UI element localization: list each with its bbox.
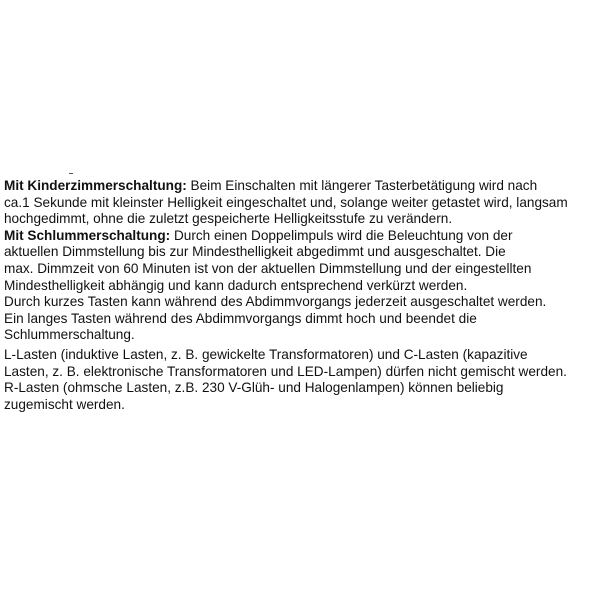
kinderzimmer-line-1 [4, 178, 591, 195]
instruction-text-block [4, 178, 591, 413]
schlummer-line-5: Durch kurzes Tasten kann während des Abdimmvorgangs jederzeit ausgeschaltet werden. [4, 294, 547, 310]
kinderzimmer-line-1-text: Beim Einschalten mit längerer Tasterbetätigung wird nach [186, 178, 538, 193]
schlummer-line-7: Schlummerschaltung. [4, 327, 135, 343]
lasten-line-3: R-Lasten (ohmsche Lasten, z.B. 230 V-Glüh- und Halogenlampen) können beliebig [4, 380, 504, 396]
lasten-line-1: L-Lasten (induktive Lasten, z. B. gewickelte Transformatoren) und C-Lasten (kapazitive [4, 346, 528, 362]
schlummer-line-3: max. Dimmzeit von 60 Minuten ist von der aktuellen Dimmstellung und der eingestellten [4, 260, 532, 276]
schlummer-line-1 [4, 228, 591, 245]
divider-mark [69, 173, 73, 174]
kinderzimmer-heading: Mit Kinderzimmerschaltung: [4, 178, 187, 193]
kinderzimmer-line-3: hochgedimmt, ohne die zuletzt gespeicherte Helligkeitsstufe zu verändern. [4, 211, 453, 227]
schlummer-line-1-text: Durch einen Doppelimpuls wird die Beleuchtung von der [170, 227, 513, 243]
schlummer-line-2: aktuellen Dimmstellung bis zur Mindesthelligkeit abgedimmt und ausgeschaltet. Die [4, 244, 506, 260]
lasten-line-2: Lasten, z. B. elektronische Transformatoren und LED-Lampen) dürfen nicht gemischt werden. [4, 363, 567, 379]
lasten-line-4: zugemischt werden. [4, 396, 125, 412]
schlummer-line-6: Ein langes Tasten während des Abdimmvorgangs dimmt hoch und beendet die [4, 310, 477, 326]
kinderzimmer-line-2: ca.1 Sekunde mit kleinster Helligkeit eingeschaltet und, solange weiter getastet wird, langsam [4, 194, 568, 210]
schlummer-line-4: Mindesthelligkeit abhängig und kann dadurch entsprechend verkürzt werden. [4, 277, 468, 293]
schlummer-heading: Mit Schlummerschaltung: [4, 227, 171, 243]
